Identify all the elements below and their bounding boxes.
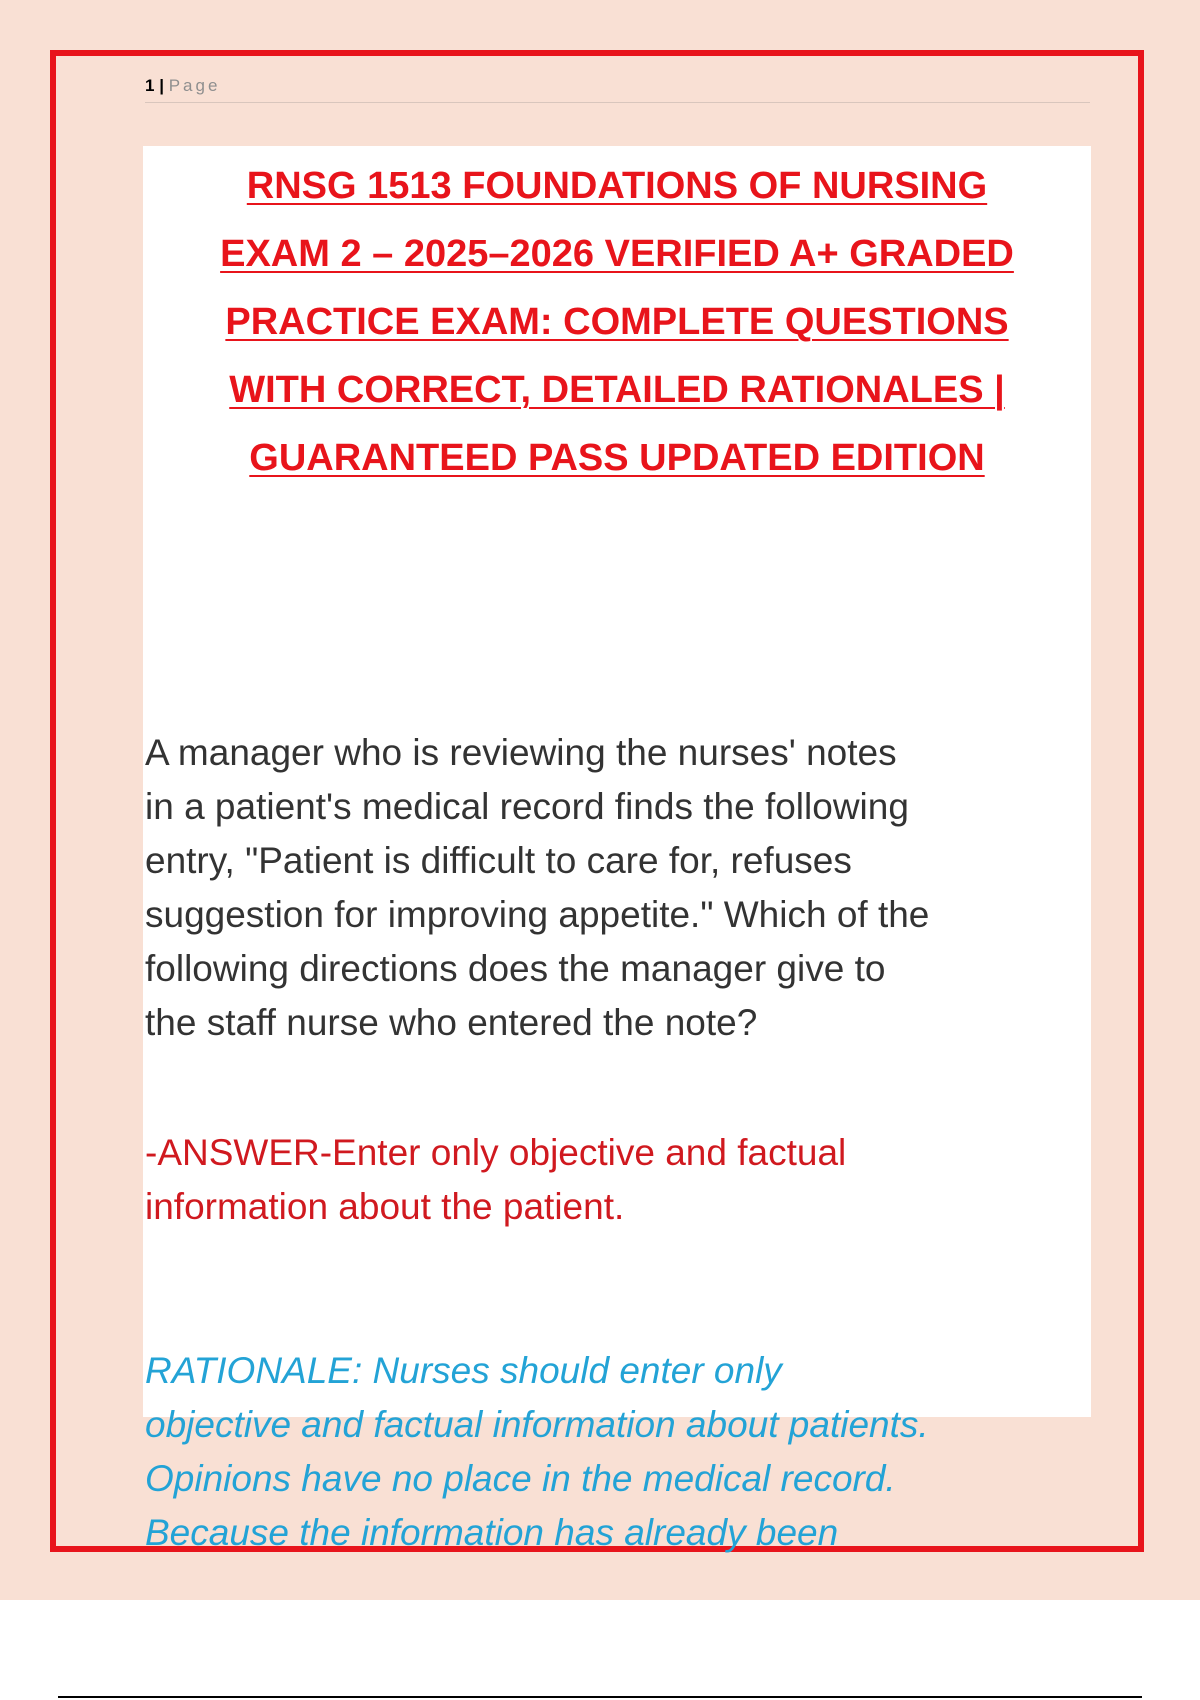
rationale-line: RATIONALE: Nurses should enter only	[145, 1350, 782, 1391]
title-line: EXAM 2 – 2025–2026 VERIFIED A+ GRADED	[220, 233, 1014, 275]
title-line: WITH CORRECT, DETAILED RATIONALES |	[229, 369, 1005, 411]
answer-text	[145, 1126, 1089, 1234]
question-text	[145, 726, 1089, 1050]
question-line: A manager who is reviewing the nurses' notes	[145, 732, 897, 773]
page-separator: |	[159, 76, 164, 95]
question-line: in a patient's medical record finds the following	[145, 786, 909, 827]
rationale-line: Opinions have no place in the medical record.	[145, 1458, 896, 1499]
content-area	[143, 146, 1091, 1553]
answer-line: information about the patient.	[145, 1186, 625, 1227]
rationale-text	[145, 1344, 1089, 1560]
answer-line: -ANSWER-Enter only objective and factual	[145, 1132, 847, 1173]
document-title	[143, 152, 1091, 492]
rationale-line: objective and factual information about patients.	[145, 1404, 929, 1445]
page-header	[145, 74, 1090, 103]
question-line: suggestion for improving appetite." Which of the	[145, 894, 930, 935]
question-line: the staff nurse who entered the note?	[145, 1002, 758, 1043]
footer-divider	[58, 1696, 1142, 1698]
title-line: PRACTICE EXAM: COMPLETE QUESTIONS	[225, 301, 1009, 343]
question-line: entry, "Patient is difficult to care for, refuses	[145, 840, 852, 881]
page-number: 1	[145, 76, 155, 95]
page-label: Page	[168, 76, 221, 95]
rationale-line: Because the information has already been	[145, 1512, 839, 1553]
question-line: following directions does the manager give to	[145, 948, 886, 989]
title-line: GUARANTEED PASS UPDATED EDITION	[249, 437, 985, 479]
title-line: RNSG 1513 FOUNDATIONS OF NURSING	[246, 165, 988, 207]
